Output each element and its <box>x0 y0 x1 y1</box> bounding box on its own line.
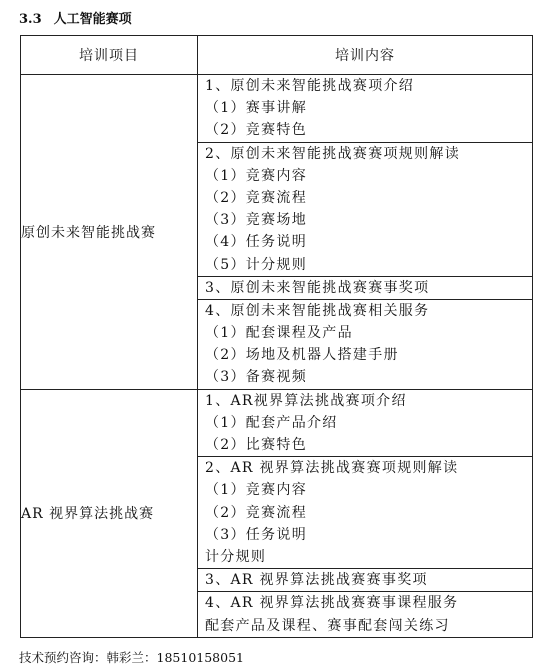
content-item: （4）任务说明 <box>205 234 308 251</box>
section-heading <box>19 8 132 27</box>
content-item: （2）竞赛流程 <box>205 189 308 206</box>
table-row <box>21 389 533 637</box>
content-item: （1）竞赛内容 <box>205 167 308 184</box>
content-item: （1）配套产品介绍 <box>205 414 338 431</box>
content-item: （1）配套课程及产品 <box>205 325 353 342</box>
contact-info: 韩彩兰：18510158051 <box>106 650 244 665</box>
section-number: 3.3 <box>19 12 42 27</box>
content-item: （1）竞赛内容 <box>205 482 308 499</box>
project-name: 原创未来智能挑战赛 <box>21 75 198 390</box>
content-block <box>198 457 532 569</box>
content-heading: 3、原创未来智能挑战赛赛事奖项 <box>205 279 430 296</box>
content-item: 配套产品及课程、赛事配套闯关练习 <box>205 617 450 634</box>
content-item: （2）竞赛流程 <box>205 504 308 521</box>
content-block <box>198 143 532 277</box>
content-item: （3）竞赛场地 <box>205 212 308 229</box>
content-item: （1）赛事讲解 <box>205 100 308 117</box>
content-heading: 1、AR视界算法挑战赛项介绍 <box>205 392 407 409</box>
project-name: AR 视界算法挑战赛 <box>21 389 198 637</box>
content-block <box>198 569 532 592</box>
header-project: 培训项目 <box>21 36 198 75</box>
content-item: （2）场地及机器人搭建手册 <box>205 347 399 364</box>
training-table <box>20 35 533 638</box>
section-title: 人工智能赛项 <box>53 12 132 27</box>
content-item: （2）竞赛特色 <box>205 122 308 139</box>
content-heading: 4、原创未来智能挑战赛相关服务 <box>205 302 430 319</box>
training-content <box>198 75 533 390</box>
content-heading: 3、AR 视界算法挑战赛赛事奖项 <box>205 572 428 589</box>
contact-label: 技术预约咨询： <box>19 650 107 665</box>
content-block <box>198 75 532 143</box>
content-block <box>198 300 532 389</box>
table-body <box>21 75 533 638</box>
table-row <box>21 75 533 390</box>
content-block <box>198 390 532 458</box>
content-item: （5）计分规则 <box>205 256 308 273</box>
content-item: （3）备赛视频 <box>205 369 308 386</box>
content-item: （3）任务说明 <box>205 526 308 543</box>
content-block <box>198 277 532 300</box>
training-content <box>198 389 533 637</box>
content-heading: 2、AR 视界算法挑战赛赛项规则解读 <box>205 460 459 477</box>
content-heading: 2、原创未来智能挑战赛赛项规则解读 <box>205 145 461 162</box>
content-item: （2）比赛特色 <box>205 437 308 453</box>
content-heading: 1、原创未来智能挑战赛项介绍 <box>205 78 415 94</box>
contact-footer <box>19 648 244 666</box>
header-content: 培训内容 <box>198 36 533 75</box>
content-block <box>198 592 532 636</box>
table-header-row <box>21 36 533 75</box>
content-item: 计分规则 <box>205 548 267 565</box>
content-heading: 4、AR 视界算法挑战赛赛事课程服务 <box>205 595 459 612</box>
